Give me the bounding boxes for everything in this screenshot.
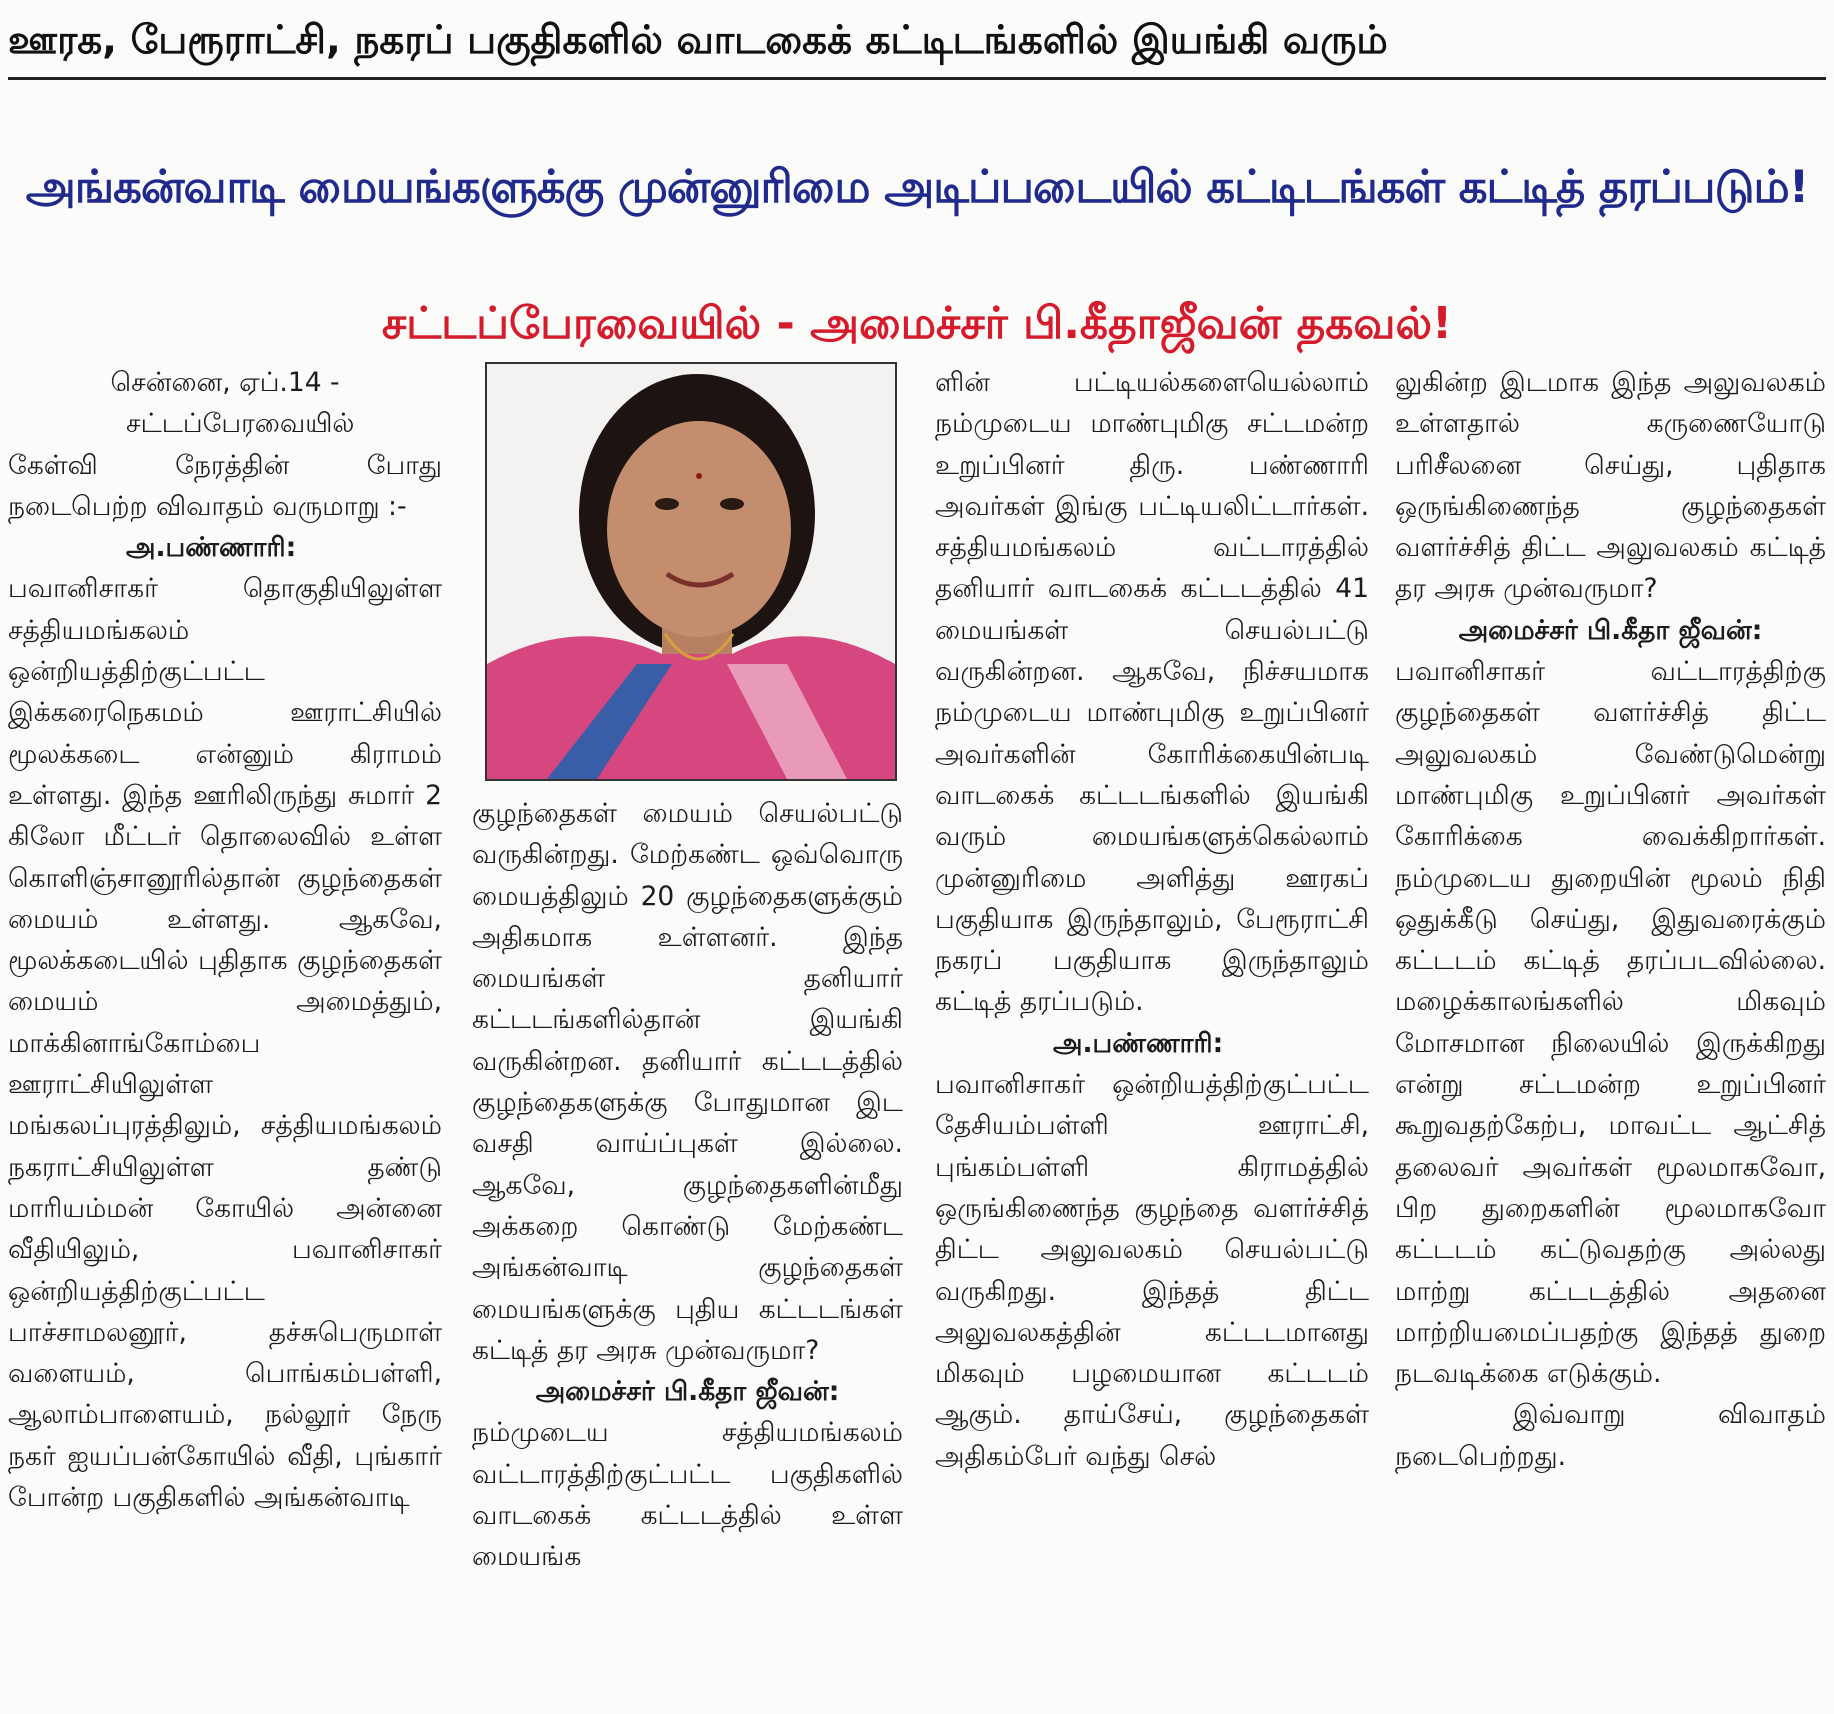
paragraph: நம்முடைய சத்தியமங்கலம் வட்டாரத்திற்குட்பட்ட பகுதிகளில் வாடகைக் கட்டடத்தில் உள்ள மையங்க — [472, 1417, 903, 1573]
speaker-label: அமைச்சர் பி.கீதா ஜீவன்: — [1458, 614, 1763, 646]
intro-paragraph: சட்டப்பேரவையில் கேள்வி நேரத்தின் போது நடைபெற்ற விவாதம் வருமாறு :- — [8, 408, 442, 522]
paragraph: ளின் பட்டியல்களையெல்லாம் நம்முடைய மாண்புமிகு சட்டமன்ற உறுப்பினர் திரு. பண்ணாரி அவர்கள் இங்கு பட்டியலிட்டார்கள். சத்தியமங்கலம் வட்டாரத்தில் தனியார் வாடகைக் கட்டடத்தில் 41 மையங்கள் செயல்பட்டு வருகின்றன. ஆகவே, நிச்சயமாக நம்முடைய மாண்புமிகு உறுப்பினர் அவர்களின் கோரிக்கையின்படி வாடகைக் கட்டடங்களில் இயங்கி வரும் மையங்களுக்கெல்லாம் முன்னுரிமை அளித்து ஊரகப் பகுதியாக இருந்தாலும், பேரூராட்சி நகரப் பகுதியாக இருந்தாலும் கட்டித் தரப்படும். — [935, 367, 1369, 1018]
kicker-line: ஊரக, பேரூராட்சி, நகரப் பகுதிகளில் வாடகைக் கட்டிடங்களில் இயங்கி வரும் — [8, 18, 1388, 63]
closing-paragraph: இவ்வாறு விவாதம் நடைபெற்றது. — [1395, 1399, 1826, 1472]
portrait-illustration — [487, 364, 895, 779]
paragraph-text: பவானிசாகர் ஒன்றியத்திற்குட்பட்ட தேசியம்பள்ளி ஊராட்சி, புங்கம்பள்ளி கிராமத்தில் ஒருங்கிணைந்த குழந்தை வளர்ச்சித் திட்ட அலுவலகம் செயல்பட்டு வருகிறது. இந்தத் திட்ட அலுவலகத்தின் கட்டடமானது மிகவும் பழமையான கட்டடம் ஆகும். தாய்சேய், குழந்தைகள் அதிகம்பேர் வந்து செல் — [935, 1069, 1369, 1472]
article-column-3 — [935, 362, 1369, 1477]
article-column-2 — [472, 793, 903, 1578]
top-rule — [8, 77, 1826, 80]
paragraph: பவானிசாகர் வட்டாரத்திற்கு குழந்தைகள் வளர்ச்சித் திட்ட அலுவலகம் வேண்டுமென்று மாண்புமிகு உறுப்பினர் அவர்கள் கோரிக்கை வைக்கிறார்கள். நம்முடைய துறையின் மூலம் நிதி ஒதுக்கீடு செய்து, இதுவரைக்கும் கட்டடம் கட்டித் தரப்படவில்லை. மழைக்காலங்களில் மிகவும் மோசமான நிலையில் இருக்கிறது என்று சட்டமன்ற உறுப்பினர் கூறுவதற்கேற்ப, மாவட்ட ஆட்சித் தலைவர் அவர்கள் மூலமாகவோ, பிற துறைகளின் மூலமாகவோ கட்டடம் கட்டுவதற்கு அல்லது மாற்று கட்டடத்தில் அதனை மாற்றியமைப்பதற்கு இந்தத் துறை நடவடிக்கை எடுக்கும். — [1395, 656, 1826, 1390]
dateline: சென்னை, ஏப்.14 - — [110, 367, 340, 398]
paragraph — [935, 1023, 1369, 1477]
paragraph: லுகின்ற இடமாக இந்த அலுவலகம் உள்ளதால் கருணையோடு பரிசீலனை செய்து, புதிதாக ஒருங்கிணைந்த குழந்தைகள் வளர்ச்சித் திட்ட அலுவலகம் கட்டித் தர அரசு முன்வருமா? — [1395, 367, 1826, 605]
minister-photo — [485, 362, 897, 781]
headline: அங்கன்வாடி மையங்களுக்கு முன்னுரிமை அடிப்படையில் கட்டிடங்கள் கட்டித் தரப்படும்! — [25, 160, 1809, 213]
speaker-label: அ.பண்ணாரி: — [126, 532, 297, 564]
article-column-1 — [8, 362, 442, 1518]
subheadline: சட்டப்பேரவையில் - அமைச்சர் பி.கீதாஜீவன் தகவல்! — [381, 298, 1453, 349]
speaker-label: அமைச்சர் பி.கீதா ஜீவன்: — [535, 1376, 840, 1408]
article-column-4 — [1395, 362, 1826, 1477]
paragraph — [8, 527, 442, 1518]
paragraph: குழந்தைகள் மையம் செயல்பட்டு வருகின்றது. மேற்கண்ட ஒவ்வொரு மையத்திலும் 20 குழந்தைகளுக்கும் அதிகமாக உள்ளனர். இந்த மையங்கள் தனியார் கட்டடங்களில்தான் இயங்கி வருகின்றன. தனியார் கட்டடத்தில் குழந்தைகளுக்கு போதுமான இட வசதி வாய்ப்புகள் இல்லை. ஆகவே, குழந்தைகளின்மீது அக்கறை கொண்டு மேற்கண்ட அங்கன்வாடி குழந்தைகள் மையங்களுக்கு புதிய கட்டடங்கள் கட்டித் தர அரசு முன்வருமா? — [472, 798, 903, 1366]
speaker-label: அ.பண்ணாரி: — [1053, 1027, 1224, 1059]
paragraph-text: பவானிசாகர் தொகுதியிலுள்ள சத்தியமங்கலம் ஒன்றியத்திற்குட்பட்ட இக்கரைநெகமம் ஊராட்சியில் மூலக்கடை என்னும் கிராமம் உள்ளது. இந்த ஊரிலிருந்து சுமார் 2 கிலோ மீட்டர் தொலைவில் உள்ள கொளிஞ்சானூரில்தான் குழந்தைகள் மையம் உள்ளது. ஆகவே, மூலக்கடையில் புதிதாக குழந்தைகள் மையம் அமைத்தும், மாக்கினாங்கோம்பை ஊராட்சியிலுள்ள மங்கலப்புரத்திலும், சத்தியமங்கலம் நகராட்சியிலுள்ள தண்டு மாரியம்மன் கோயில் அன்னை வீதியிலும், பவானிசாகர் ஒன்றியத்திற்குட்பட்ட பாச்சாமலனூர், தச்சுபெருமாள் வளையம், பொங்கம்பள்ளி, ஆலாம்பாளையம், நல்லூர் நேரு நகர் ஐயப்பன்கோயில் வீதி, புங்கார் போன்ற பகுதிகளில் அங்கன்வாடி — [8, 573, 442, 1514]
